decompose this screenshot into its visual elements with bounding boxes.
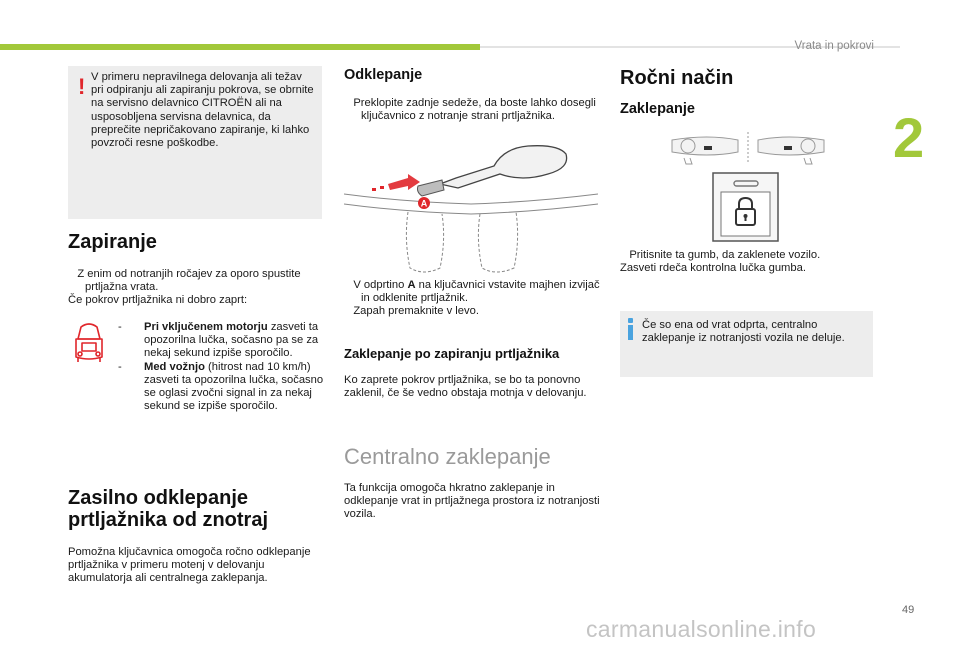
zaklepanje-po-text: Ko zaprete pokrov prtljažnika, se bo ta ponovno zaklenil, če še vedno obstaja motnja v delovanju. bbox=[344, 374, 587, 400]
list-item: - Med vožnjo (hitrost nad 10 km/h) zasveti ta opozorilna lučka, sočasno se oglasi zvočni signal in za nekaj sekund se izpiše sporočilo. bbox=[118, 360, 324, 413]
padlock-icon bbox=[712, 172, 779, 242]
zasilno-text: Pomožna ključavnica omogoča ročno odklepanje prtljažnika v primeru motenj v delovanju akumulatorja ali centralnega zaklepanja. bbox=[68, 546, 311, 585]
section-centralno bbox=[344, 444, 600, 522]
chapter-number: 2 bbox=[893, 106, 925, 169]
list-item: - Pri vključenem motorju zasveti ta opozorilna lučka, sočasno pa se za nekaj sekund izpiše sporočilo. bbox=[118, 321, 319, 360]
zapiranje-title: Zapiranje bbox=[68, 231, 157, 253]
centralno-title: Centralno zaklepanje bbox=[344, 444, 551, 469]
boot-open-warning-icon bbox=[68, 317, 110, 373]
section-zasilno bbox=[68, 487, 328, 586]
rocni-step-1: Pritisnite ta gumb, da zaklenete vozilo. bbox=[629, 249, 821, 261]
section-zapiranje bbox=[68, 231, 322, 308]
warning-list bbox=[118, 321, 328, 413]
odklepanje-title: Odklepanje bbox=[344, 67, 423, 83]
header-accent-bar bbox=[0, 44, 480, 50]
page-number: 49 bbox=[902, 604, 915, 616]
zaklepanje-subtitle: Zaklepanje bbox=[620, 101, 695, 117]
info-icon bbox=[628, 318, 634, 340]
rocni-title: Ročni način bbox=[620, 67, 734, 89]
exclamation-icon: ! bbox=[78, 74, 86, 99]
zaklepanje-po-title: Zaklepanje po zapiranju prtljažnika bbox=[344, 346, 560, 361]
dashboard-door-lock-illustration bbox=[668, 130, 828, 166]
central-lock-button[interactable] bbox=[712, 172, 779, 242]
zapiranje-step-1: Z enim od notranjih ročajev za oporo spustite prtljažna vrata. bbox=[77, 268, 301, 294]
rocni-steps bbox=[620, 249, 880, 275]
section-odklepanje bbox=[344, 67, 600, 123]
warning-text: V primeru nepravilnega delovanja ali težav pri odpiranju ali zapiranju pokrova, se obrnite na servisno delavnico CITROËN ali na usposobljena servisna delavnica, da preprečite nepričakovano zapiranje, ki lahko povzroči resne poškodbe. bbox=[91, 71, 314, 150]
zasilno-title: Zasilno odklepanje prtljažnika od znotraj bbox=[68, 487, 269, 531]
rocni-step-2: Zasveti rdeča kontrolna lučka gumba. bbox=[620, 262, 806, 275]
watermark: carmanualsonline.info bbox=[586, 616, 817, 642]
odklepanje-steps bbox=[344, 279, 600, 319]
info-text: Če so ena od vrat odprta, centralno zaklepanje iz notranjosti vozila ne deluje. bbox=[642, 319, 845, 345]
zapiranje-step-2: Če pokrov prtljažnika ni dobro zaprt: bbox=[68, 294, 248, 307]
centralno-text: Ta funkcija omogoča hkratno zaklepanje in odklepanje vrat in prtljažnega prostora iz notranjosti vozila. bbox=[344, 482, 600, 521]
callout-a: A bbox=[420, 198, 428, 209]
tailgate-lock-screwdriver-illustration bbox=[344, 140, 598, 280]
section-title: Vrata in pokrovi bbox=[794, 40, 874, 52]
odklepanje-step-3: Zapah premaknite v levo. bbox=[353, 305, 479, 318]
section-zaklepanje-po bbox=[344, 346, 600, 400]
odklepanje-step-2: V odprtino A na ključavnici vstavite majhen izvijač in odklenite prtljažnik. bbox=[353, 279, 600, 305]
section-rocni bbox=[620, 67, 876, 117]
odklepanje-step-1: Preklopite zadnje sedeže, da boste lahko dosegli ključavnico z notranje strani prtljažnika. bbox=[353, 97, 596, 123]
